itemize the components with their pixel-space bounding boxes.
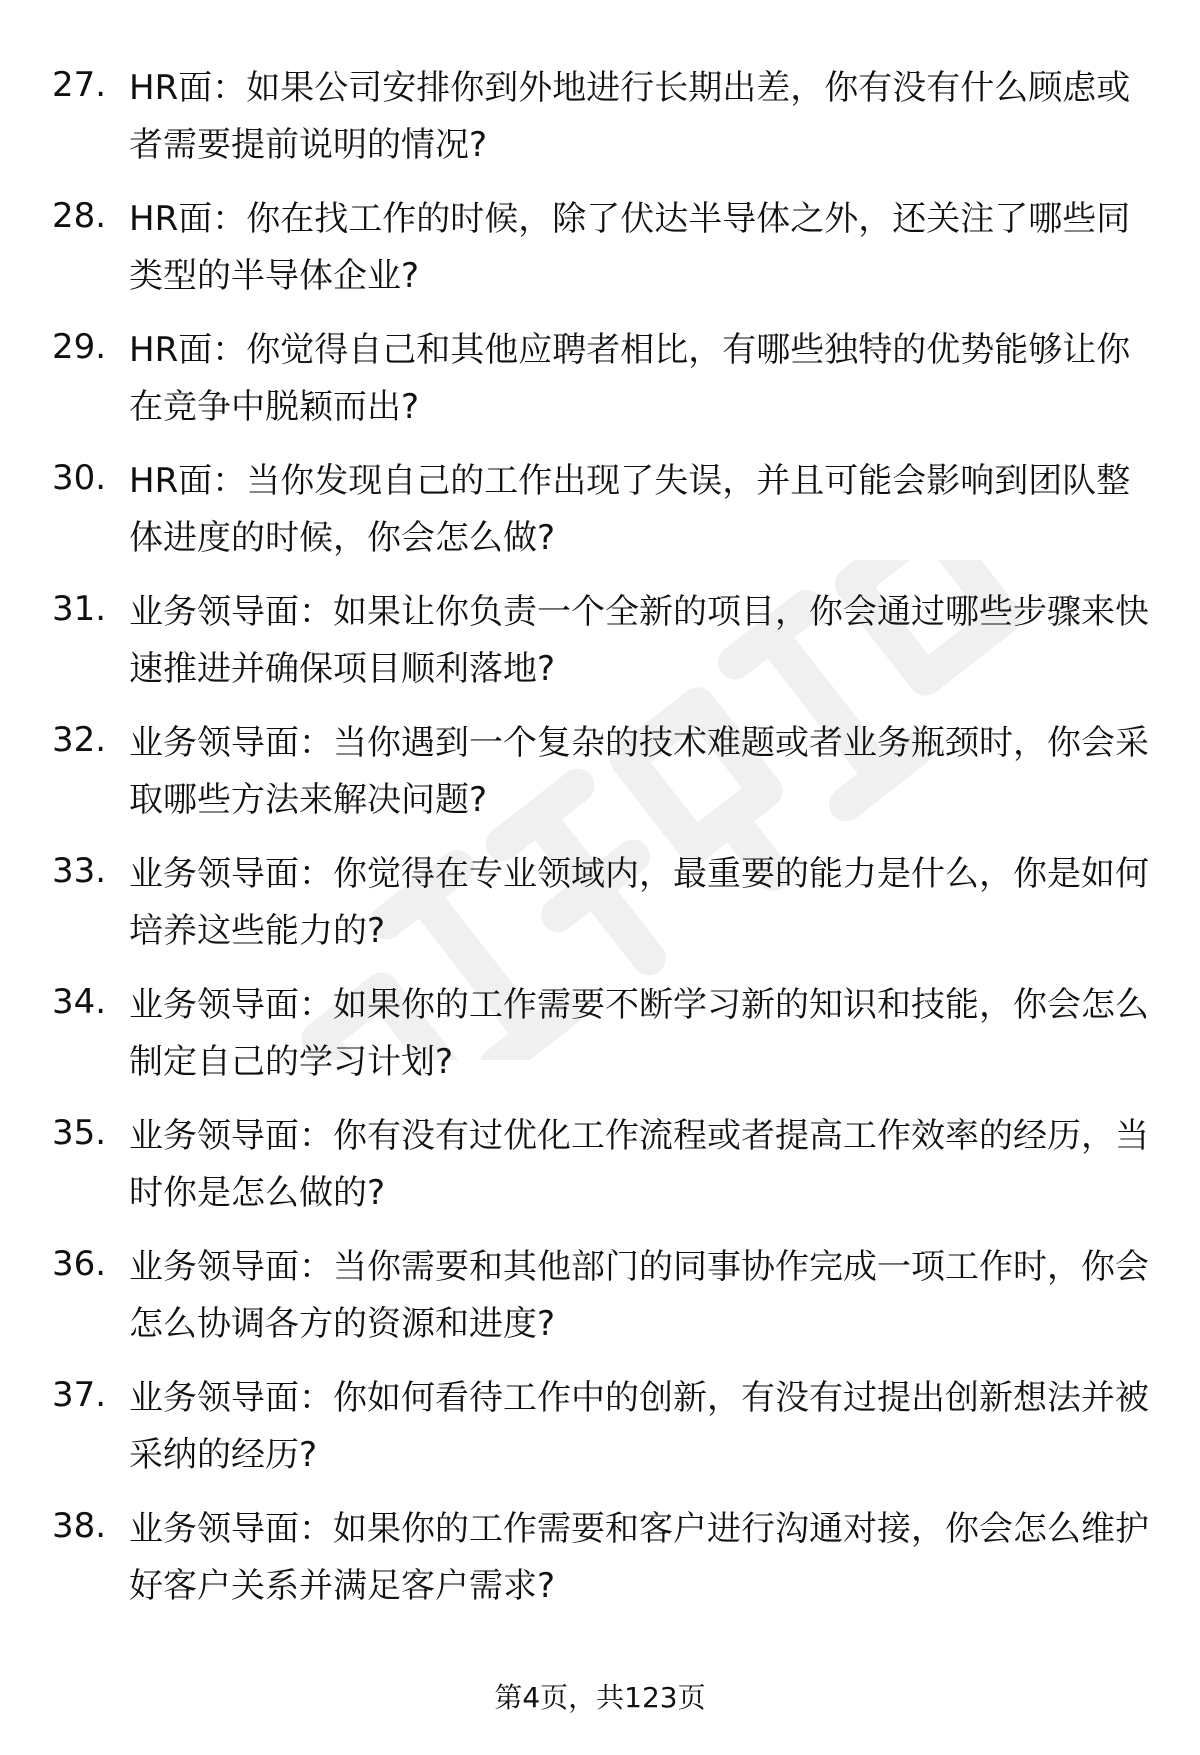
question-number: 35.: [52, 1113, 107, 1153]
question-number: 33.: [52, 851, 107, 891]
question-text: 业务领导面：你有没有过优化工作流程或者提高工作效率的经历，当时你是怎么做的?: [129, 1116, 1149, 1213]
question-item: [0, 969, 1200, 1100]
question-item: [0, 183, 1200, 314]
question-item: [0, 1231, 1200, 1362]
question-text: 业务领导面：如果让你负责一个全新的项目，你会通过哪些步骤来快速推进并确保项目顺利落地?: [129, 592, 1149, 689]
question-text: 业务领导面：当你需要和其他部门的同事协作完成一项工作时，你会怎么协调各方的资源和进度?: [129, 1247, 1149, 1344]
question-item: [0, 707, 1200, 838]
question-number: 36.: [52, 1244, 107, 1284]
question-item: [0, 1362, 1200, 1493]
question-item: [0, 838, 1200, 969]
question-number: 31.: [52, 589, 107, 629]
question-item: [0, 576, 1200, 707]
question-text: HR面：如果公司安排你到外地进行长期出差，你有没有什么顾虑或者需要提前说明的情况?: [129, 68, 1131, 165]
question-number: 29.: [52, 327, 107, 367]
question-text: HR面：你觉得自己和其他应聘者相比，有哪些独特的优势能够让你在竞争中脱颖而出?: [129, 330, 1131, 427]
question-item: [0, 52, 1200, 183]
question-item: [0, 1100, 1200, 1231]
question-number: 38.: [52, 1506, 107, 1546]
question-text: HR面：你在找工作的时候，除了伏达半导体之外，还关注了哪些同类型的半导体企业?: [129, 199, 1131, 296]
question-number: 27.: [52, 65, 107, 105]
question-number: 32.: [52, 720, 107, 760]
question-text: 业务领导面：当你遇到一个复杂的技术难题或者业务瓶颈时，你会采取哪些方法来解决问题?: [129, 723, 1149, 820]
question-number: 30.: [52, 458, 107, 498]
question-text: HR面：当你发现自己的工作出现了失误，并且可能会影响到团队整体进度的时候，你会怎么做?: [129, 461, 1131, 558]
question-item: [0, 314, 1200, 445]
question-item: [0, 445, 1200, 576]
question-text: 业务领导面：如果你的工作需要和客户进行沟通对接，你会怎么维护好客户关系并满足客户需求?: [129, 1509, 1149, 1606]
question-text: 业务领导面：你觉得在专业领域内，最重要的能力是什么，你是如何培养这些能力的?: [129, 854, 1149, 951]
question-number: 37.: [52, 1375, 107, 1415]
question-number: 34.: [52, 982, 107, 1022]
question-text: 业务领导面：你如何看待工作中的创新，有没有过提出创新想法并被采纳的经历?: [129, 1378, 1149, 1475]
question-list: [0, 52, 1200, 1624]
question-number: 28.: [52, 196, 107, 236]
page-footer: 第4页，共123页: [494, 1681, 706, 1714]
question-item: [0, 1493, 1200, 1624]
question-text: 业务领导面：如果你的工作需要不断学习新的知识和技能，你会怎么制定自己的学习计划?: [129, 985, 1149, 1082]
